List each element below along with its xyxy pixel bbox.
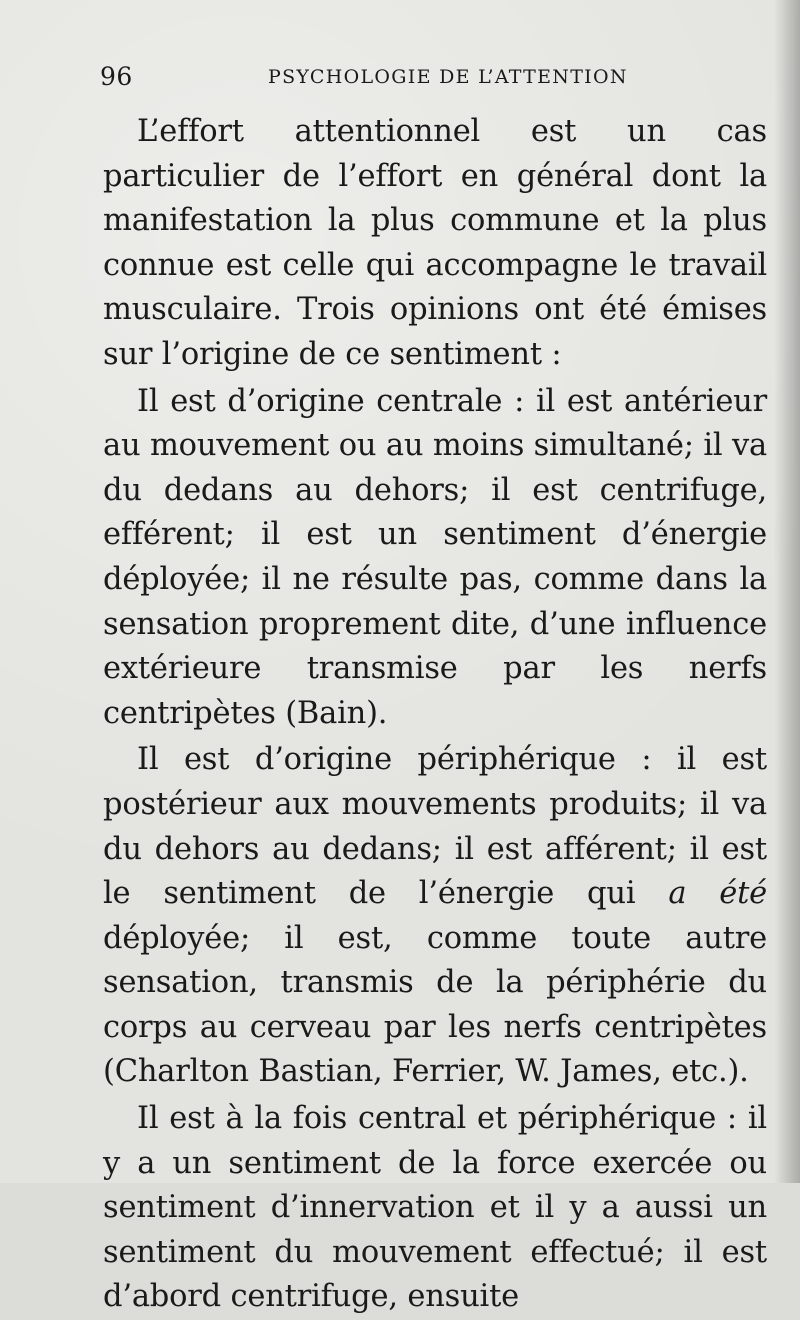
paragraph-4: Il est à la fois central et périphérique : il y a un sentiment de la force exercée ou sentiment d’innervation et il y a aussi un sentiment du mouvement effectué; il est d’abord centrifuge, ensuite — [103, 1101, 767, 1315]
paragraph-2: Il est d’origine centrale : il est antérieur au mouvement ou au moins simultané; il va du dedans au dehors; il est centrifuge, efférent; il est un sentiment d’énergie déployée; il ne résulte pas, comme dans la sensation proprement dite, d’une influence extérieure transmise par les nerfs centripètes (Bain). — [103, 383, 767, 731]
paragraph-3-text-before: Il est d’origine périphérique : il est postérieur aux mouvements produits; il va du dehors au dedans; il est afférent; il est le sentiment de l’énergie qui — [103, 742, 767, 912]
paragraph-3 — [103, 738, 767, 1095]
paragraph-3-italic: a été — [668, 876, 767, 912]
page-number: 96 — [100, 62, 133, 91]
paragraph-1: L’effort attentionnel est un cas particulier de l’effort en général dont la manifestation la plus commune et la plus connue est celle qui accompagne le travail musculaire. Trois opinions ont été émises sur l’origine de ce sentiment : — [103, 114, 767, 372]
page-header — [100, 62, 660, 92]
page-gutter-shadow — [774, 0, 800, 1183]
body-text — [103, 110, 767, 1320]
paragraph-3-text-after: déployée; il est, comme toute autre sensation, transmis de la périphérie du corps au cerveau par les nerfs centripètes (Charlton Bastian, Ferrier, W. James, etc.). — [103, 920, 767, 1090]
running-title: PSYCHOLOGIE DE L’ATTENTION — [268, 66, 628, 88]
